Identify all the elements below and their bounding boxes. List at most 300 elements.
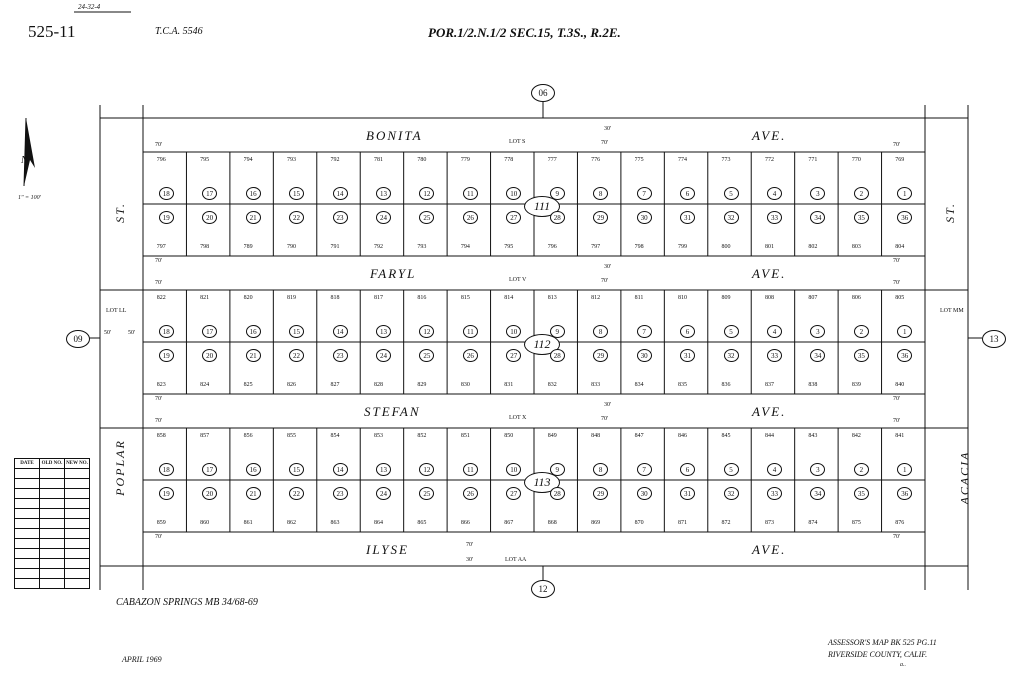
lot-circle-bottom-113-30: 30 (637, 487, 652, 500)
lot-circle-bottom-112-29: 29 (593, 349, 608, 362)
lot-circle-top-113-13: 13 (376, 463, 391, 476)
parcel-number-top-111-3: 793 (287, 157, 297, 163)
date-table-row (15, 529, 90, 539)
parcel-number-top-113-0: 858 (156, 433, 166, 439)
date-table-cell (65, 469, 90, 479)
parcel-number-top-111-1: 795 (200, 157, 210, 163)
block-dim-tr-113: 70' (893, 418, 901, 424)
parcel-number-top-112-1: 821 (200, 295, 210, 301)
date-table-cell (40, 499, 65, 509)
lot-circle-bottom-111-35: 35 (854, 211, 869, 224)
date-table-row (15, 509, 90, 519)
lot-circle-bottom-111-20: 20 (202, 211, 217, 224)
lot-circle-bottom-111-27: 27 (506, 211, 521, 224)
edge-circle-right: 13 (982, 330, 1006, 348)
street-label-left-st: ST. (112, 202, 127, 223)
lot-circle-bottom-113-23: 23 (333, 487, 348, 500)
parcel-number-bottom-111-11: 798 (634, 244, 644, 250)
lot-circle-top-111-15: 15 (289, 187, 304, 200)
date-table-row (15, 519, 90, 529)
parcel-number-top-111-17: 769 (895, 157, 905, 163)
parcel-number-top-113-9: 849 (547, 433, 557, 439)
lot-circle-bottom-112-27: 27 (506, 349, 521, 362)
parcel-number-bottom-113-6: 865 (417, 520, 427, 526)
parcel-number-top-113-1: 857 (200, 433, 210, 439)
date-table-cell (65, 549, 90, 559)
bonita-dim-70: 70' (601, 140, 609, 146)
parcel-number-bottom-113-10: 869 (591, 520, 601, 526)
assessor-line-1: ASSESSOR'S MAP BK 525 PG.11 (828, 638, 937, 647)
date-table-cell (15, 479, 40, 489)
parcel-number-bottom-111-1: 798 (200, 244, 210, 250)
date-table-cell (40, 549, 65, 559)
parcel-number-bottom-111-5: 792 (373, 244, 383, 250)
date-table-cell (15, 519, 40, 529)
date-table-cell (40, 569, 65, 579)
block-dim-bl-112: 70' (155, 396, 163, 402)
parcel-number-top-111-0: 796 (156, 157, 166, 163)
lot-circle-top-111-5: 5 (724, 187, 739, 200)
date-table-cell (65, 479, 90, 489)
parcel-number-bottom-111-9: 796 (547, 244, 557, 250)
street-label-right-st: ST. (942, 202, 957, 223)
date-table-cell (40, 579, 65, 589)
date-table-cell (65, 579, 90, 589)
lot-circle-bottom-113-29: 29 (593, 487, 608, 500)
parcel-number-bottom-111-17: 804 (895, 244, 905, 250)
lot-circle-bottom-111-21: 21 (246, 211, 261, 224)
date-table-cell (15, 469, 40, 479)
parcel-number-bottom-112-8: 831 (504, 382, 514, 388)
parcel-number-bottom-112-15: 838 (808, 382, 818, 388)
parcel-number-top-111-6: 780 (417, 157, 427, 163)
date-table-cell (65, 499, 90, 509)
lot-circle-top-113-11: 11 (463, 463, 478, 476)
lot-circle-top-111-2: 2 (854, 187, 869, 200)
lot-circle-top-112-14: 14 (333, 325, 348, 338)
date-table-cell (40, 469, 65, 479)
lot-circle-top-111-9: 9 (550, 187, 565, 200)
parcel-number-top-111-2: 794 (243, 157, 253, 163)
lot-circle-bottom-112-19: 19 (159, 349, 174, 362)
lot-circle-top-113-9: 9 (550, 463, 565, 476)
date-table-header-2: NEW NO. (65, 459, 90, 469)
lot-circle-top-112-15: 15 (289, 325, 304, 338)
parcel-number-top-113-15: 843 (808, 433, 818, 439)
parcel-number-top-112-11: 811 (634, 295, 644, 301)
parcel-number-bottom-111-4: 791 (330, 244, 340, 250)
lot-circle-bottom-111-33: 33 (767, 211, 782, 224)
date-table-cell (40, 529, 65, 539)
parcel-number-top-112-12: 810 (678, 295, 688, 301)
parcel-number-bottom-113-8: 867 (504, 520, 514, 526)
lot-circle-bottom-112-21: 21 (246, 349, 261, 362)
parcel-number-bottom-112-2: 825 (243, 382, 253, 388)
parcel-number-bottom-112-14: 837 (764, 382, 774, 388)
lot-circle-bottom-113-19: 19 (159, 487, 174, 500)
date-table-row (15, 569, 90, 579)
date-table-row (15, 489, 90, 499)
faryl-dim-30: 30' (604, 264, 612, 270)
date-table-cell (40, 559, 65, 569)
lot-circle-top-112-11: 11 (463, 325, 478, 338)
parcel-number-bottom-113-9: 868 (547, 520, 557, 526)
parcel-number-bottom-111-16: 803 (851, 244, 861, 250)
lot-circle-top-111-17: 17 (202, 187, 217, 200)
block-dim-tl-112: 70' (155, 280, 163, 286)
assessor-line-2: RIVERSIDE COUNTY, CALIF. (828, 650, 928, 659)
parcel-number-top-113-12: 846 (678, 433, 688, 439)
lot-circle-top-112-2: 2 (854, 325, 869, 338)
parcel-number-bottom-113-5: 864 (373, 520, 383, 526)
lot-circle-bottom-112-35: 35 (854, 349, 869, 362)
lot-circle-bottom-113-36: 36 (897, 487, 912, 500)
edge-circle-top: 06 (531, 84, 555, 102)
parcel-number-bottom-113-3: 862 (287, 520, 297, 526)
scale-label: 1" = 100' (18, 195, 41, 201)
edge-circle-left: 09 (66, 330, 90, 348)
date-table-cell (40, 509, 65, 519)
lot-circle-top-113-4: 4 (767, 463, 782, 476)
parcel-number-top-111-14: 772 (764, 157, 774, 163)
parcel-number-top-112-15: 807 (808, 295, 818, 301)
parcel-number-top-112-4: 818 (330, 295, 340, 301)
lot-circle-bottom-113-33: 33 (767, 487, 782, 500)
parcel-number-top-112-7: 815 (460, 295, 470, 301)
parcel-number-top-113-8: 850 (504, 433, 514, 439)
north-letter: N (21, 155, 28, 166)
parcel-number-bottom-112-0: 823 (156, 382, 166, 388)
lot-circle-bottom-112-25: 25 (419, 349, 434, 362)
date-table-cell (15, 579, 40, 589)
parcel-number-top-112-16: 806 (851, 295, 861, 301)
lot-circle-top-112-18: 18 (159, 325, 174, 338)
parcel-number-bottom-113-16: 875 (851, 520, 861, 526)
lot-circle-bottom-113-32: 32 (724, 487, 739, 500)
parcel-number-bottom-113-4: 863 (330, 520, 340, 526)
parcel-number-top-112-2: 820 (243, 295, 253, 301)
parcel-number-bottom-113-7: 866 (460, 520, 470, 526)
lot-circle-top-111-16: 16 (246, 187, 261, 200)
date-table-row (15, 539, 90, 549)
block-number-113: 113 (524, 472, 560, 493)
block-dim-br-112: 70' (893, 396, 901, 402)
lot-label-aa: LOT AA (505, 557, 527, 563)
parcel-number-top-111-11: 775 (634, 157, 644, 163)
parcel-number-bottom-113-17: 876 (895, 520, 905, 526)
lot-circle-bottom-113-24: 24 (376, 487, 391, 500)
date-table-cell (15, 499, 40, 509)
parcel-number-bottom-112-5: 828 (373, 382, 383, 388)
parcel-number-bottom-113-14: 873 (764, 520, 774, 526)
lot-circle-bottom-111-22: 22 (289, 211, 304, 224)
lot-circle-bottom-112-31: 31 (680, 349, 695, 362)
lot-circle-top-113-8: 8 (593, 463, 608, 476)
lot-circle-bottom-113-28: 28 (550, 487, 565, 500)
parcel-number-bottom-113-0: 859 (156, 520, 166, 526)
lot-circle-bottom-113-20: 20 (202, 487, 217, 500)
lot-circle-bottom-111-28: 28 (550, 211, 565, 224)
parcel-number-top-112-6: 816 (417, 295, 427, 301)
lot-circle-bottom-112-24: 24 (376, 349, 391, 362)
lot-circle-top-113-16: 16 (246, 463, 261, 476)
block-dim-bl-111: 70' (155, 258, 163, 264)
parcel-number-top-112-9: 813 (547, 295, 557, 301)
parcel-number-top-112-0: 822 (156, 295, 166, 301)
date-table-header-1: OLD NO. (40, 459, 65, 469)
lot-circle-top-112-13: 13 (376, 325, 391, 338)
block-dim-tr-111: 70' (893, 142, 901, 148)
parcel-number-top-112-14: 808 (764, 295, 774, 301)
street-suffix-bonita: AVE. (752, 128, 787, 143)
lot-circle-top-112-3: 3 (810, 325, 825, 338)
lot-circle-top-111-13: 13 (376, 187, 391, 200)
parcel-number-bottom-113-13: 872 (721, 520, 731, 526)
faryl-dim-70: 70' (601, 278, 609, 284)
lot-circle-top-113-15: 15 (289, 463, 304, 476)
bonita-dim-30: 30' (604, 126, 612, 132)
lot-circle-top-111-18: 18 (159, 187, 174, 200)
lot-circle-top-111-6: 6 (680, 187, 695, 200)
lot-circle-top-112-1: 1 (897, 325, 912, 338)
date-table-cell (40, 479, 65, 489)
date-table-cell (40, 489, 65, 499)
date-table-header-0: DATE (15, 459, 40, 469)
lot-circle-top-113-6: 6 (680, 463, 695, 476)
lot-circle-bottom-113-21: 21 (246, 487, 261, 500)
stefan-dim-70: 70' (601, 416, 609, 422)
lot-circle-bottom-111-34: 34 (810, 211, 825, 224)
ilyse-dim-70: 70' (466, 542, 474, 548)
assessor-line-3: a.. (900, 662, 906, 668)
parcel-number-bottom-111-2: 789 (243, 244, 253, 250)
parcel-number-bottom-113-1: 860 (200, 520, 210, 526)
lot-circle-top-112-10: 10 (506, 325, 521, 338)
parcel-number-bottom-112-11: 834 (634, 382, 644, 388)
parcel-number-top-113-3: 855 (287, 433, 297, 439)
parcel-number-bottom-113-12: 871 (678, 520, 688, 526)
lot-circle-bottom-113-22: 22 (289, 487, 304, 500)
date-table-cell (65, 519, 90, 529)
lot-circle-top-112-17: 17 (202, 325, 217, 338)
lot-circle-bottom-113-34: 34 (810, 487, 825, 500)
parcel-number-bottom-112-10: 833 (591, 382, 601, 388)
lot-circle-bottom-113-27: 27 (506, 487, 521, 500)
date-table-cell (65, 539, 90, 549)
lot-circle-bottom-113-31: 31 (680, 487, 695, 500)
date-table-cell (15, 489, 40, 499)
lot-dim-left-1: 50' (104, 330, 112, 336)
date-table-cell (15, 539, 40, 549)
lot-circle-top-112-4: 4 (767, 325, 782, 338)
lot-circle-bottom-112-28: 28 (550, 349, 565, 362)
parcel-number-bottom-112-4: 827 (330, 382, 340, 388)
lot-circle-bottom-111-19: 19 (159, 211, 174, 224)
parcel-number-top-111-10: 776 (591, 157, 601, 163)
lot-circle-top-113-17: 17 (202, 463, 217, 476)
parcel-number-top-111-16: 770 (851, 157, 861, 163)
lot-circle-bottom-112-30: 30 (637, 349, 652, 362)
lot-circle-top-113-3: 3 (810, 463, 825, 476)
date-table-cell (15, 529, 40, 539)
lot-circle-bottom-111-32: 32 (724, 211, 739, 224)
parcel-number-top-113-10: 848 (591, 433, 601, 439)
parcel-number-bottom-113-2: 861 (243, 520, 253, 526)
block-number-112: 112 (524, 334, 560, 355)
date-table-row (15, 479, 90, 489)
lot-circle-bottom-111-23: 23 (333, 211, 348, 224)
parcel-number-top-112-10: 812 (591, 295, 601, 301)
date-table-row (15, 549, 90, 559)
street-suffix-stefan: AVE. (752, 404, 787, 419)
street-suffix-faryl: AVE. (752, 266, 787, 281)
block-dim-br-111: 70' (893, 258, 901, 264)
parcel-number-top-112-13: 809 (721, 295, 731, 301)
lot-dim-left-2: 50' (128, 330, 136, 336)
lot-circle-top-111-10: 10 (506, 187, 521, 200)
lot-circle-bottom-111-24: 24 (376, 211, 391, 224)
parcel-number-bottom-113-15: 874 (808, 520, 818, 526)
lot-circle-bottom-112-22: 22 (289, 349, 304, 362)
lot-circle-bottom-112-34: 34 (810, 349, 825, 362)
date-table-cell (40, 519, 65, 529)
date-table-cell (65, 559, 90, 569)
parcel-number-top-113-14: 844 (764, 433, 774, 439)
lot-circle-bottom-113-26: 26 (463, 487, 478, 500)
lot-circle-top-111-3: 3 (810, 187, 825, 200)
edge-circle-bottom: 12 (531, 580, 555, 598)
parcel-number-top-111-9: 777 (547, 157, 557, 163)
lot-circle-bottom-111-36: 36 (897, 211, 912, 224)
lot-circle-top-113-10: 10 (506, 463, 521, 476)
date-table-row (15, 499, 90, 509)
lot-label-x: LOT X (509, 415, 527, 421)
parcel-number-bottom-111-6: 793 (417, 244, 427, 250)
parcel-number-bottom-111-14: 801 (764, 244, 774, 250)
lot-circle-top-111-8: 8 (593, 187, 608, 200)
lot-circle-bottom-111-29: 29 (593, 211, 608, 224)
lot-circle-top-112-6: 6 (680, 325, 695, 338)
parcel-number-bottom-111-0: 797 (156, 244, 166, 250)
lot-label-s: LOT S (509, 139, 526, 145)
lot-circle-bottom-111-26: 26 (463, 211, 478, 224)
lot-label-ll: LOT LL (106, 308, 127, 314)
parcel-number-top-113-11: 847 (634, 433, 644, 439)
block-dim-br-113: 70' (893, 534, 901, 540)
date-table-cell (65, 489, 90, 499)
street-suffix-ilyse: AVE. (752, 542, 787, 557)
top-code: 24-32-4 (78, 3, 101, 11)
lot-circle-top-113-1: 1 (897, 463, 912, 476)
date-table-cell (40, 539, 65, 549)
lot-circle-top-113-5: 5 (724, 463, 739, 476)
parcel-number-bottom-111-15: 802 (808, 244, 818, 250)
block-dim-tr-112: 70' (893, 280, 901, 286)
lot-label-v: LOT V (509, 277, 527, 283)
block-dim-tl-111: 70' (155, 142, 163, 148)
parcel-number-top-111-5: 781 (373, 157, 383, 163)
date-table-cell (65, 569, 90, 579)
parcel-number-bottom-112-7: 830 (460, 382, 470, 388)
parcel-number-top-113-5: 853 (373, 433, 383, 439)
parcel-number-top-113-17: 841 (895, 433, 905, 439)
lot-circle-bottom-113-35: 35 (854, 487, 869, 500)
parcel-number-top-111-8: 778 (504, 157, 514, 163)
lot-circle-top-112-16: 16 (246, 325, 261, 338)
parcel-number-bottom-111-12: 799 (678, 244, 688, 250)
lot-circle-bottom-112-32: 32 (724, 349, 739, 362)
lot-circle-top-111-11: 11 (463, 187, 478, 200)
parcel-number-bottom-112-16: 839 (851, 382, 861, 388)
lot-label-mm: LOT MM (940, 308, 964, 314)
parcel-number-bottom-112-17: 840 (895, 382, 905, 388)
lot-circle-top-112-12: 12 (419, 325, 434, 338)
lot-circle-bottom-111-25: 25 (419, 211, 434, 224)
parcel-number-top-111-15: 771 (808, 157, 818, 163)
street-label-ilyse: ILYSE (366, 542, 409, 557)
parcel-number-bottom-111-13: 800 (721, 244, 731, 250)
north-arrow (24, 118, 35, 186)
parcel-number-top-112-8: 814 (504, 295, 514, 301)
lot-circle-top-111-14: 14 (333, 187, 348, 200)
parcel-number-top-111-7: 779 (460, 157, 470, 163)
stefan-dim-30: 30' (604, 402, 612, 408)
date-table (14, 458, 90, 589)
lot-circle-top-113-7: 7 (637, 463, 652, 476)
parcel-number-top-113-16: 842 (851, 433, 861, 439)
date-table-row (15, 579, 90, 589)
parcel-number-bottom-112-3: 826 (287, 382, 297, 388)
lot-circle-bottom-112-36: 36 (897, 349, 912, 362)
parcel-number-bottom-112-13: 836 (721, 382, 731, 388)
parcel-number-bottom-113-11: 870 (634, 520, 644, 526)
parcel-number-top-112-3: 819 (287, 295, 297, 301)
map-date: APRIL 1969 (122, 655, 162, 664)
lot-circle-top-112-5: 5 (724, 325, 739, 338)
parcel-number-bottom-111-8: 795 (504, 244, 514, 250)
lot-circle-top-113-12: 12 (419, 463, 434, 476)
parcel-number-top-112-17: 805 (895, 295, 905, 301)
date-table-row (15, 559, 90, 569)
lot-circle-top-111-7: 7 (637, 187, 652, 200)
lot-circle-bottom-111-31: 31 (680, 211, 695, 224)
parcel-number-top-113-7: 851 (460, 433, 470, 439)
parcel-number-bottom-112-12: 835 (678, 382, 688, 388)
date-table-cell (15, 559, 40, 569)
lot-circle-bottom-112-33: 33 (767, 349, 782, 362)
lot-circle-bottom-112-26: 26 (463, 349, 478, 362)
lot-circle-top-113-18: 18 (159, 463, 174, 476)
parcel-number-bottom-112-9: 832 (547, 382, 557, 388)
subdivision-note: CABAZON SPRINGS MB 34/68-69 (116, 597, 258, 608)
lot-circle-bottom-113-25: 25 (419, 487, 434, 500)
block-dim-bl-113: 70' (155, 534, 163, 540)
lot-circle-top-112-8: 8 (593, 325, 608, 338)
street-label-bonita: BONITA (366, 128, 423, 143)
date-table-grid (14, 458, 90, 589)
date-table-cell (15, 569, 40, 579)
date-table-cell (65, 509, 90, 519)
street-label-faryl: FARYL (370, 266, 417, 281)
date-table-cell (65, 529, 90, 539)
ilyse-dim-30: 30' (466, 557, 474, 563)
map-number: 525-11 (28, 22, 76, 41)
lot-circle-top-111-12: 12 (419, 187, 434, 200)
street-label-poplar: POPLAR (112, 439, 127, 496)
date-table-cell (15, 549, 40, 559)
lot-circle-bottom-111-30: 30 (637, 211, 652, 224)
block-number-111: 111 (524, 196, 560, 217)
